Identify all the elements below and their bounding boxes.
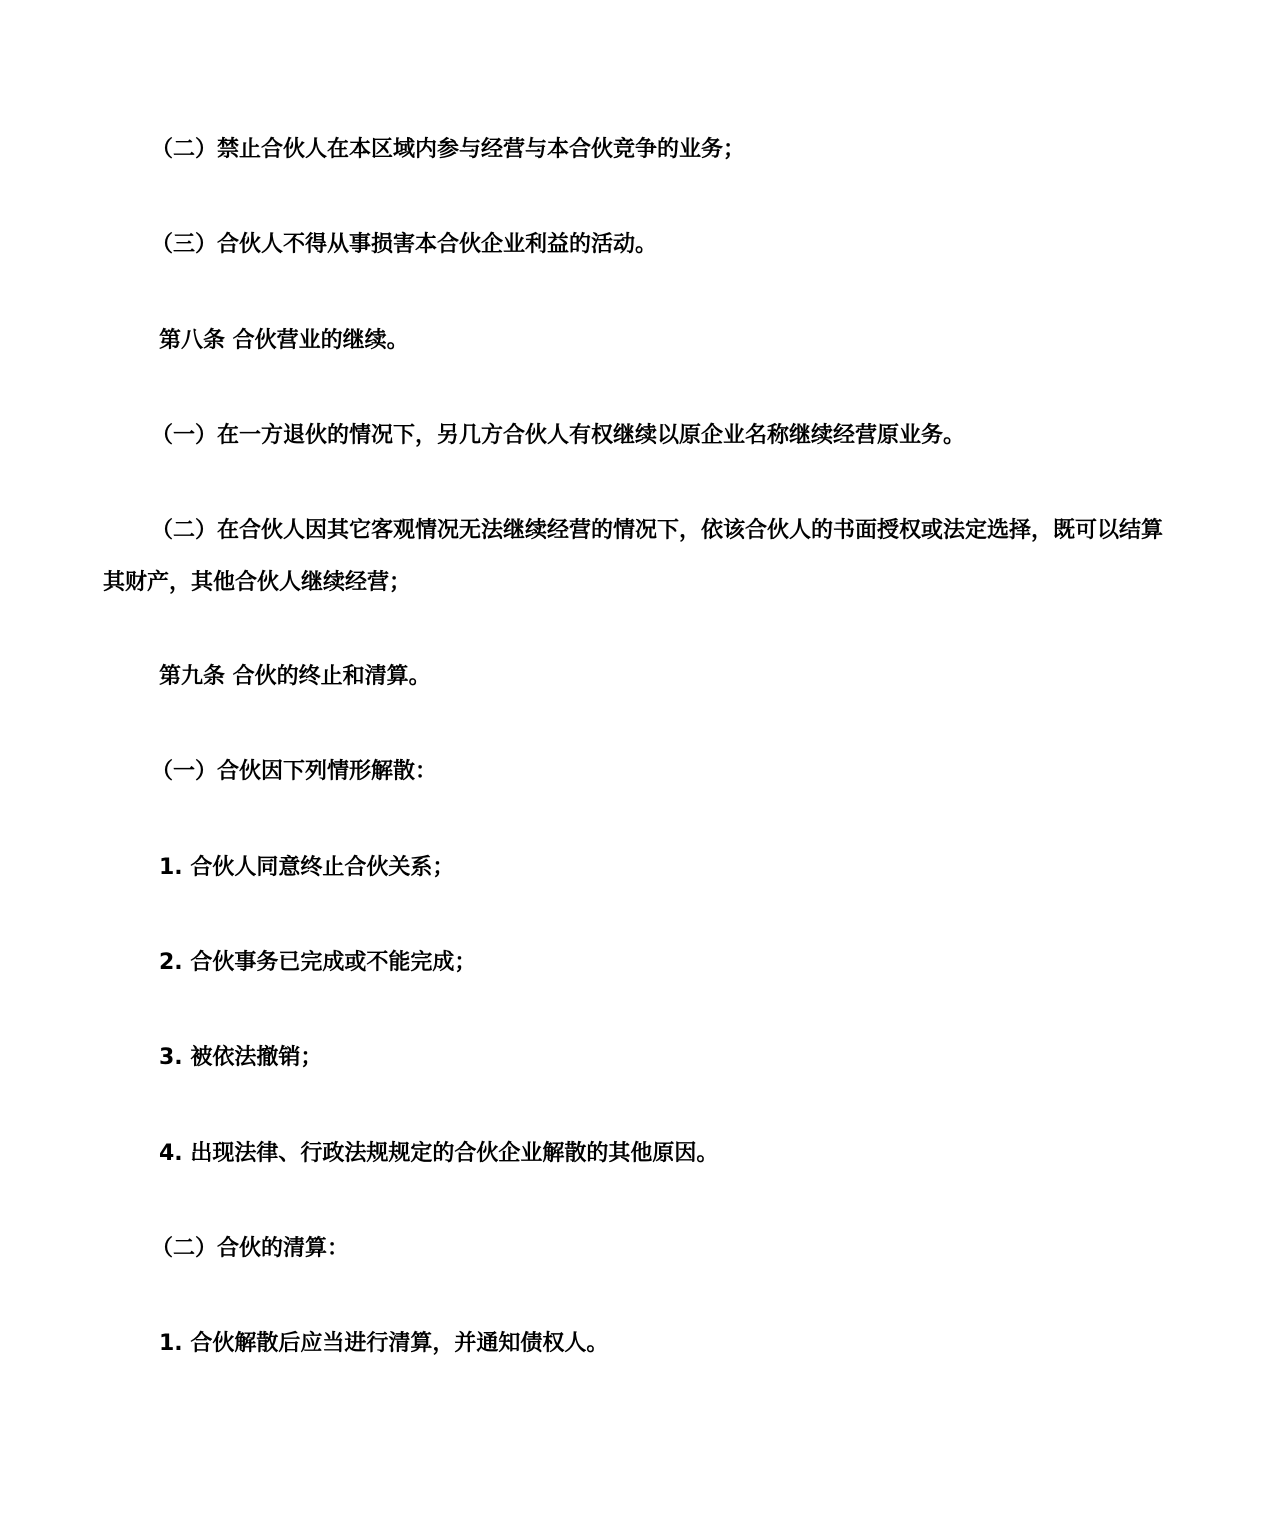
article-9-heading: 第九条 合伙的终止和清算。 <box>159 664 431 689</box>
paragraph-article-9-item-2: （二）合伙的清算： <box>151 1236 350 1261</box>
paragraph-clause-3-no-harm: （三）合伙人不得从事损害本合伙企业利益的活动。 <box>151 232 658 257</box>
list-item-4-other-reasons: 4. 出现法律、行政法规规定的合伙企业解散的其他原因。 <box>159 1141 719 1166</box>
article-8-heading: 第八条 合伙营业的继续。 <box>159 328 409 353</box>
paragraph-clause-2-non-compete: （二）禁止合伙人在本区域内参与经营与本合伙竞争的业务； <box>151 137 746 162</box>
list-item-2-completed: 2. 合伙事务已完成或不能完成； <box>159 950 477 975</box>
paragraph-article-9-item-1: （一）合伙因下列情形解散： <box>151 759 438 784</box>
list-item-1-liquidation: 1. 合伙解散后应当进行清算，并通知债权人。 <box>159 1331 609 1356</box>
list-item-3-revoked: 3. 被依法撤销； <box>159 1045 323 1070</box>
list-item-1-consent: 1. 合伙人同意终止合伙关系； <box>159 855 455 880</box>
paragraph-article-8-item-1: （一）在一方退伙的情况下，另几方合伙人有权继续以原企业名称继续经营原业务。 <box>151 423 966 448</box>
paragraph-article-8-item-2: （二）在合伙人因其它客观情况无法继续经营的情况下，依该合伙人的书面授权或法定选择，既可以结算其财产，其他合伙人继续经营； <box>103 518 1164 595</box>
